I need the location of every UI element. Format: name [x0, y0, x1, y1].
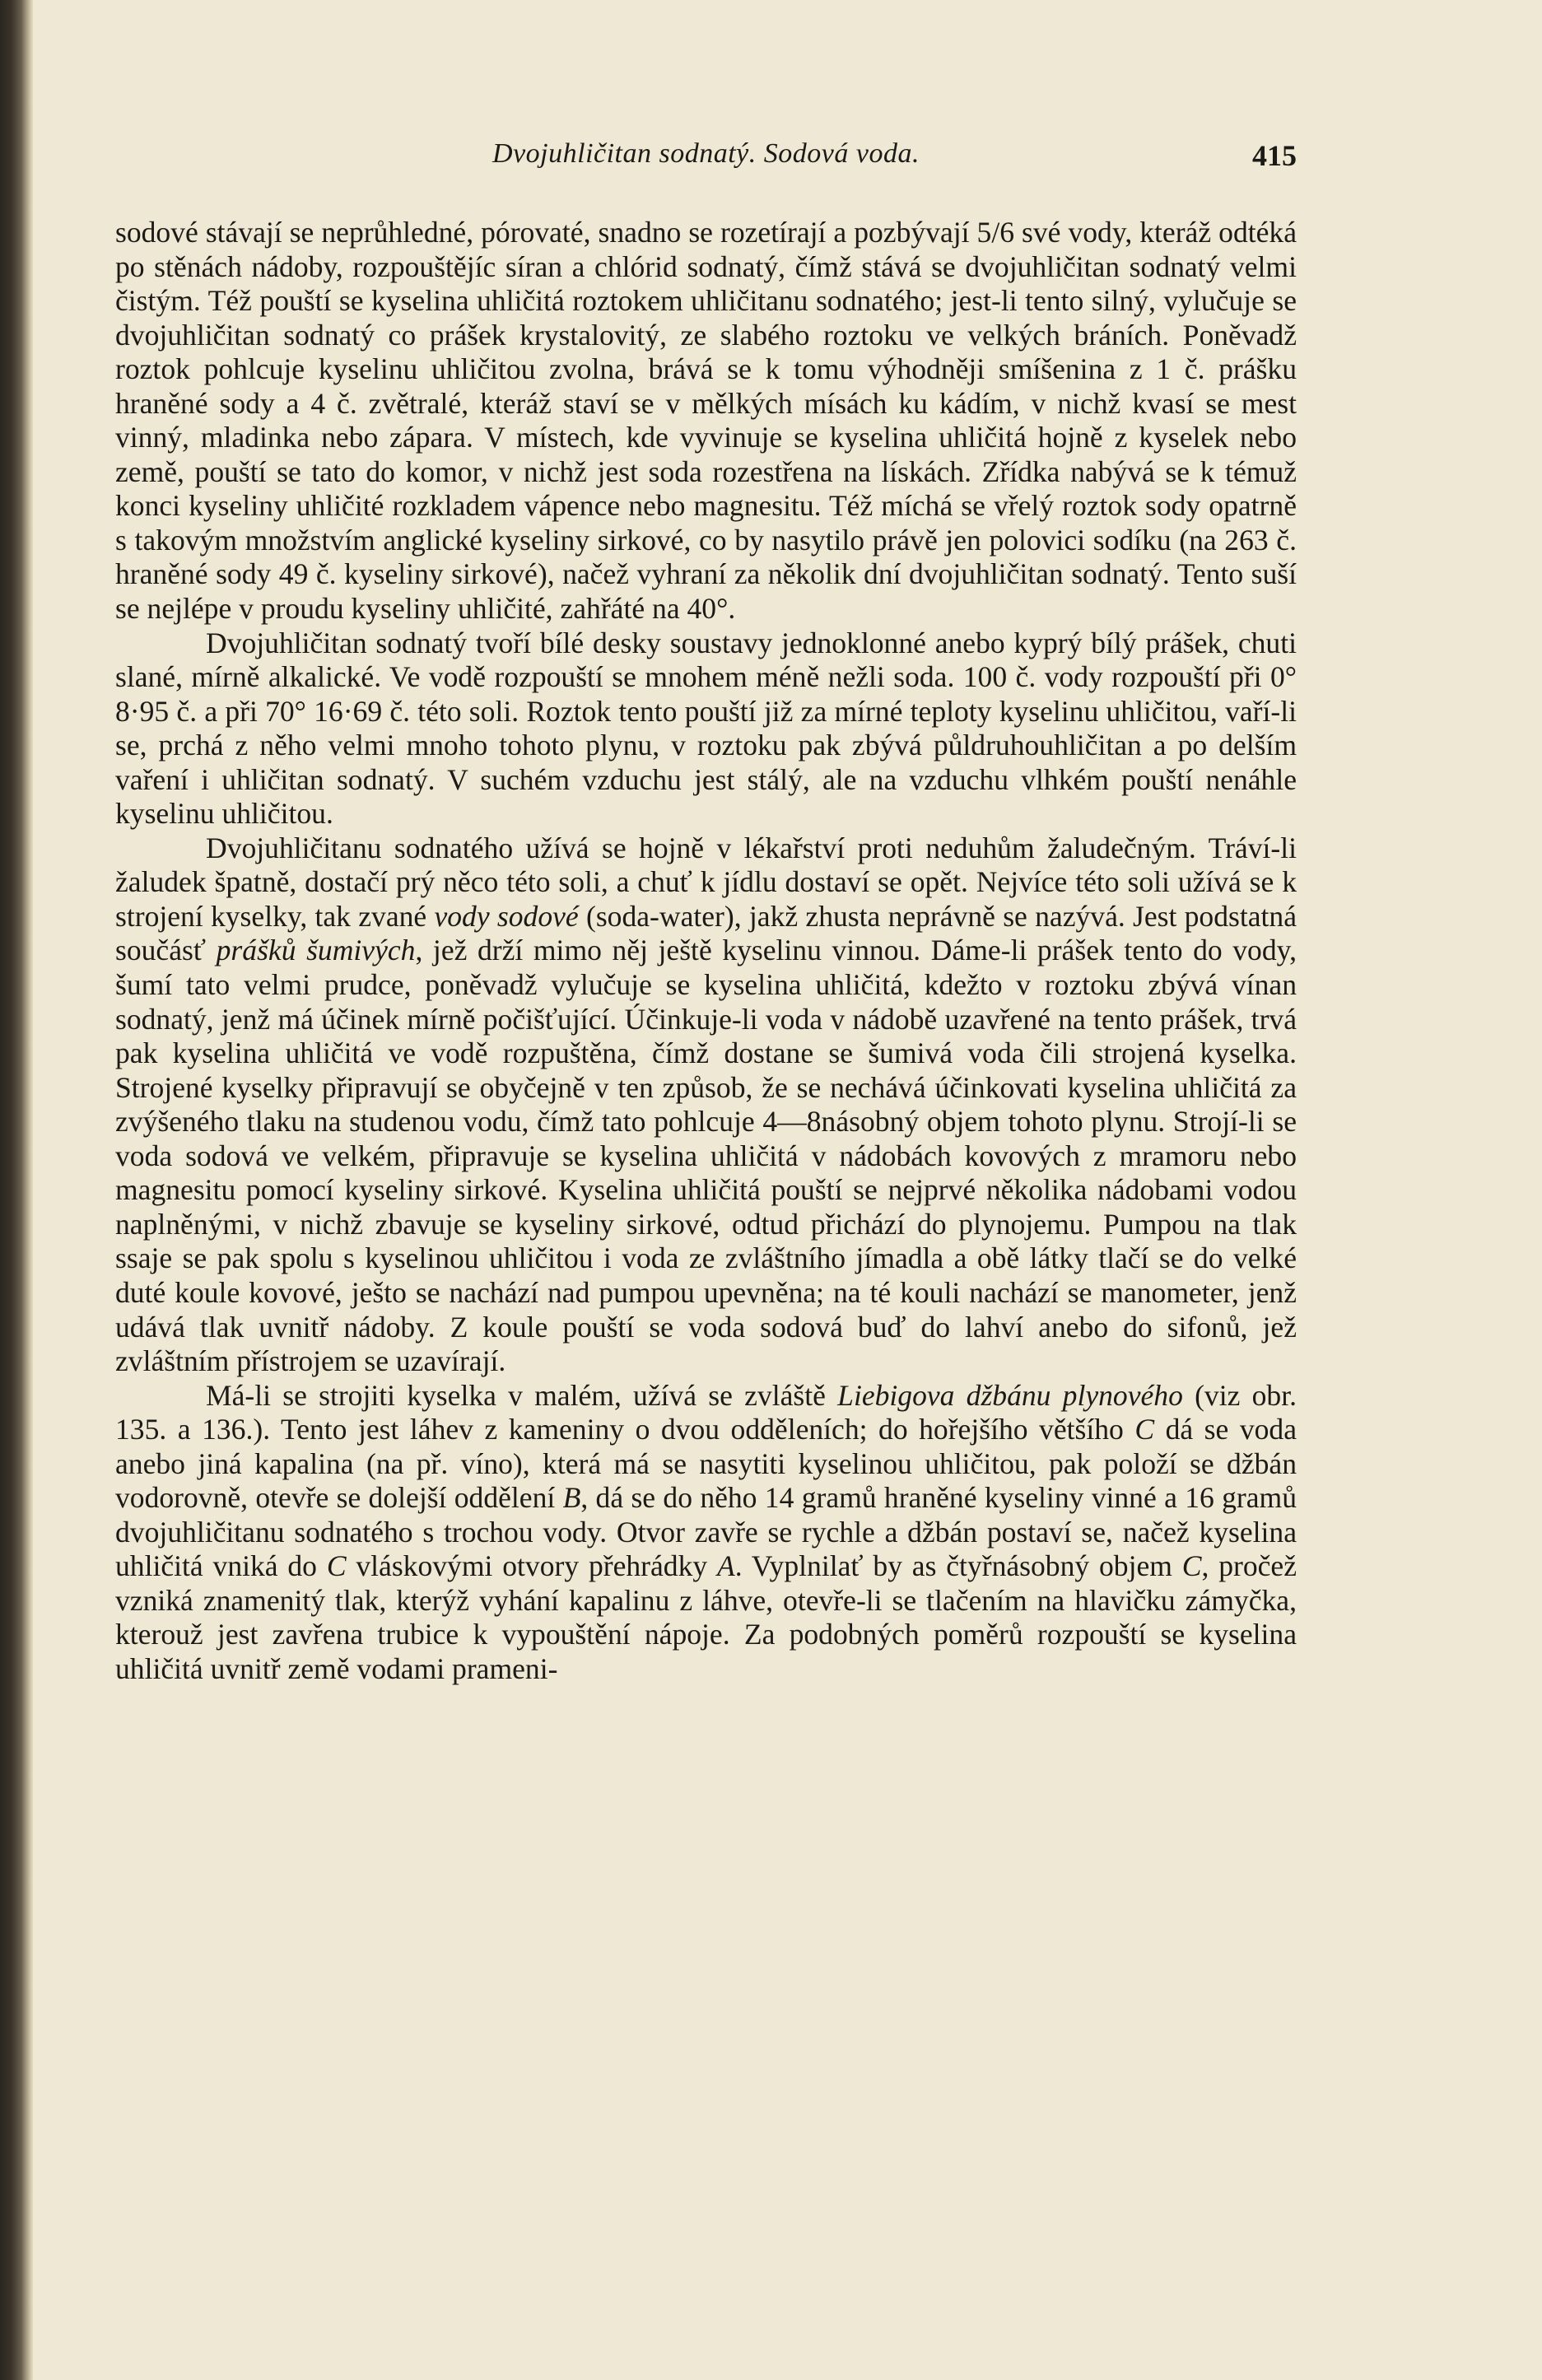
text-run: . Vyplnilať by as čtyřnásobný objem: [734, 1549, 1182, 1583]
italic-term: C: [1134, 1413, 1155, 1446]
page-header: [115, 138, 1297, 188]
text-run: dá se voda anebo jiná kapalina (na př. víno), která má se nasytiti kyselinou uhličitou, pak položí se džbán vodorovně, otevře se dolejší oddělení: [115, 1413, 1297, 1515]
text-run: (soda-water), jakž zhusta neprávně se nazývá. Jest podstatná součásť: [115, 899, 1297, 967]
body-text: [115, 216, 1297, 1687]
text-run: sodové stávají se neprůhledné, pórovaté, snadno se rozetírají a pozbývají 5/6 své vody, kteráž odtéká po stěnách nádoby, rozpouštějíc síran a chlórid sodnatý, čímž stává se dvojuhličitan sodnatý velmi čistým. Též pouští se kyselina uhličitá roztokem uhličitanu sodnatého; jest-li tento silný, vylučuje se dvojuhličitan sodnatý co prášek krystalovitý, ze slabého roztoku ve velkých bráních. Poněvadž roztok pohlcuje kyselinu uhličitou zvolna, brává se k tomu výhodněji smíšenina z 1 č. prášku hraněné sody a 4 č. zvětralé, kteráž staví se v mělkých mísách ku kádím, v nichž kvasí se mest vinný, mladinka nebo zápara. V místech, kde vyvinuje se kyselina uhličitá hojně z kyselek nebo země, pouští se tato do komor, v nichž jest soda rozestřena na lískách. Zřídka nabývá se k témuž konci kyseliny uhličité rozkladem vápence nebo magnesitu. Též míchá se vřelý roztok sody opatrně s takovým množstvím anglické kyseliny sirkové, co by nasytilo právě jen polovici sodíku (na 263 č. hraněné sody 49 č. kyseliny sirkové), načež vyhraní za několik dní dvojuhličitan sodnatý. Tento suší se nejlépe v proudu kyseliny uhličité, zahřáté na 40°.: [115, 216, 1297, 626]
page-number: 415: [1252, 139, 1297, 172]
italic-term: A: [717, 1549, 735, 1583]
text-run: Dvojuhličitanu sodnatého užívá se hojně v lékařství proti neduhům žaludečným. Tráví-li žaludek špatně, dostačí prý něco této soli, a chuť k jídlu dostaví se opět. Nejvíce této soli užívá se k strojení kyselky, tak zvané: [115, 831, 1297, 933]
text-run: (viz obr. 135. a 136.). Tento jest láhev z kameniny o dvou odděleních; do hořejšího většího: [115, 1378, 1297, 1446]
italic-term: B: [562, 1481, 581, 1515]
italic-term: vody sodové: [434, 899, 579, 933]
italic-term: prášků šumivých: [216, 934, 416, 967]
paragraph: [115, 216, 1297, 626]
text-run: Má-li se strojiti kyselka v malém, užívá se zvláště: [206, 1378, 838, 1412]
paragraph: [115, 831, 1297, 1379]
text-run: , pročež vzniká znamenitý tlak, kterýž vyhání kapalinu z láhve, otevře-li se tlačením na hlavičku zámyčka, kterouž jest zavřena trubice k vypouštění nápoje. Za podobných poměrů rozpouští se kyselina uhličitá uvnitř země vodami prameni-: [115, 1549, 1297, 1685]
paragraph: [115, 1379, 1297, 1687]
text-run: , jež drží mimo něj ještě kyselinu vinnou. Dáme-li prášek tento do vody, šumí tato velmi prudce, poněvadž vylučuje se kyselina uhličitá, kdežto v roztoku zbývá vínan sodnatý, jenž má účinek mírně počišťující. Účinkuje-li voda v nádobě uzavřené na tento prášek, trvá pak kyselina uhličitá ve vodě rozpuštěna, čímž dostane se šumivá voda čili strojená kyselka. Strojené kyselky připravují se obyčejně v ten způsob, že se nechává účinkovati kyselina uhličitá za zvýšeného tlaku na studenou vodu, čímž tato pohlcuje 4—8násobný objem tohoto plynu. Strojí-li se voda sodová ve velkém, připravuje se kyselina uhličitá v nádobách kovových z mramoru nebo magnesitu pomocí kyseliny sirkové. Kyselina uhličitá pouští se nejprvé několika nádobami vodou naplněnými, v nichž zbavuje se kyseliny sirkové, odtud přichází do plynojemu. Pumpou na tlak ssaje se pak spolu s kyselinou uhličitou i voda ze zvláštního jímadla a obě látky tlačí se do velké duté koule kovové, ješto se nachází nad pumpou upevněna; na té kouli nachází se manometer, jenž udává tlak uvnitř nádoby. Z koule pouští se voda sodová buď do lahví anebo do sifonů, jež zvláštním přístrojem se uzavírají.: [115, 934, 1297, 1378]
book-spine-shadow: [0, 0, 33, 2380]
italic-term: C: [1181, 1549, 1202, 1583]
text-run: , dá se do něho 14 gramů hraněné kyseliny vinné a 16 gramů dvojuhličitanu sodnatého s trochou vody. Otvor zavře se rychle a džbán postaví se, načež kyselina uhličitá vniká do: [115, 1481, 1297, 1583]
text-run: vláskovými otvory přehrádky: [346, 1549, 717, 1583]
paragraph: [115, 626, 1297, 831]
running-title: Dvojuhličitan sodnatý. Sodová voda.: [492, 138, 920, 169]
italic-term: C: [326, 1549, 347, 1583]
italic-term: Liebigova džbánu plynového: [837, 1378, 1183, 1412]
text-run: Dvojuhličitan sodnatý tvoří bílé desky soustavy jednoklonné anebo kyprý bílý prášek, chuti slané, mírně alkalické. Ve vodě rozpouští se mnohem méně nežli soda. 100 č. vody rozpouští při 0° 8·95 č. a při 70° 16·69 č. této soli. Roztok tento pouští již za mírné teploty kyselinu uhličitou, vaří-li se, prchá z něho velmi mnoho tohoto plynu, v roztoku pak zbývá půldruhouhličitan a po delším vaření i uhličitan sodnatý. V suchém vzduchu jest stálý, ale na vzduchu vlhkém pouští nenáhle kyselinu uhličitou.: [115, 626, 1297, 831]
